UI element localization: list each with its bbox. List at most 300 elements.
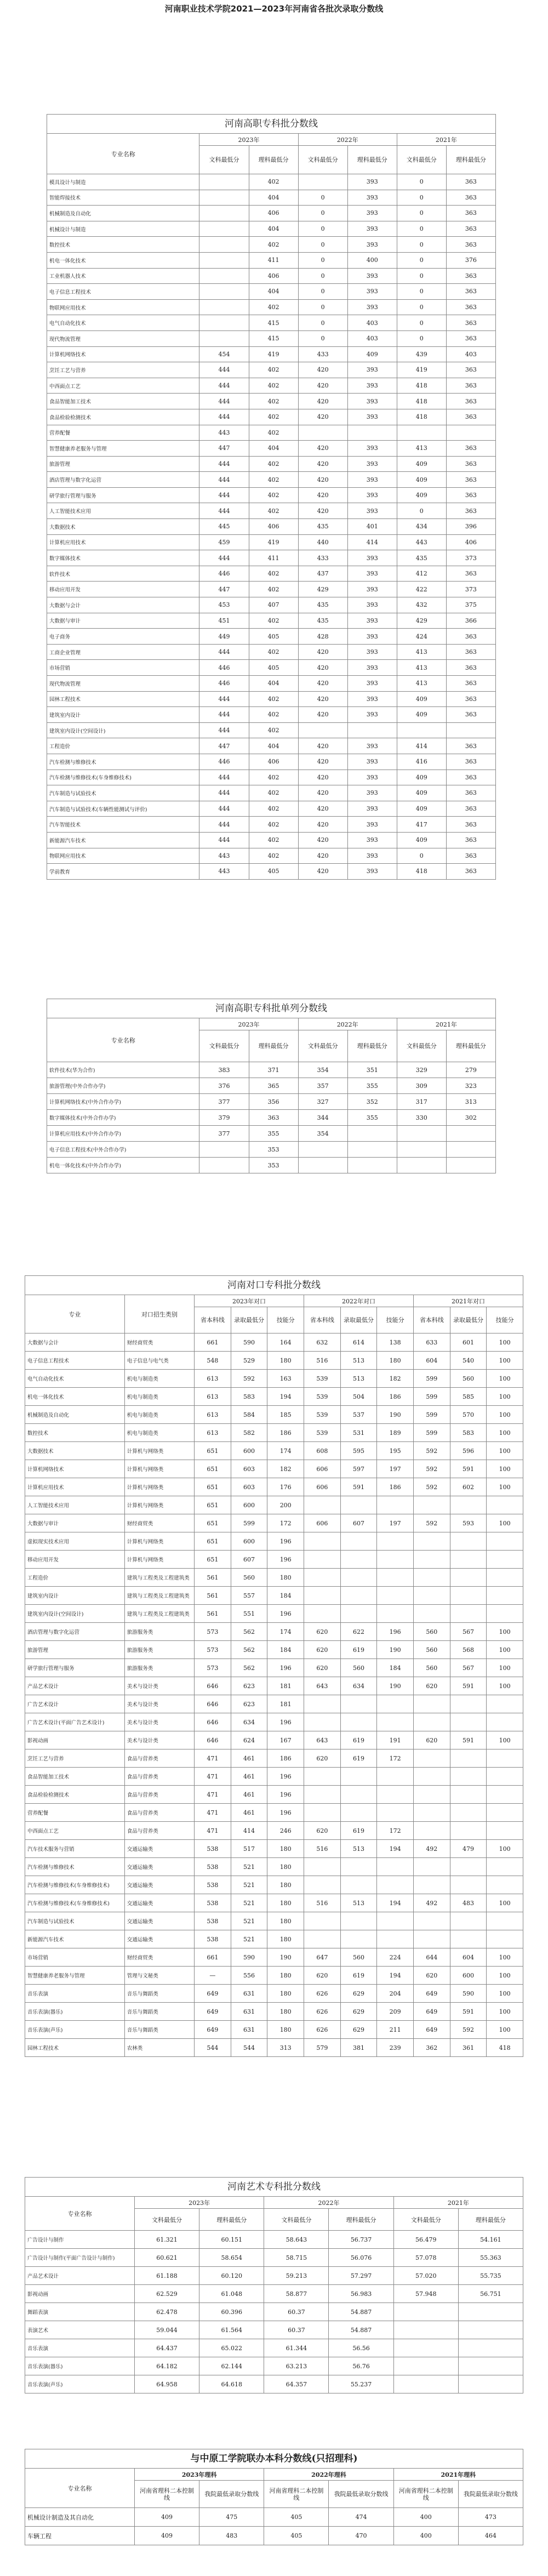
score-cell (413, 1569, 450, 1587)
score-cell: 100 (487, 1388, 523, 1406)
score-cell (487, 1695, 523, 1713)
score-cell (450, 1786, 487, 1804)
score-cell: 411 (249, 550, 298, 566)
category-cell: 旅游服务类 (124, 1623, 194, 1641)
score-cell: 393 (347, 629, 397, 645)
score-cell: 651 (195, 1478, 231, 1496)
score-cell (298, 174, 347, 190)
score-cell (199, 299, 249, 315)
score-cell (393, 2303, 458, 2321)
score-cell: 521 (231, 1894, 267, 1912)
score-cell: 623 (231, 1695, 267, 1713)
score-cell: 420 (298, 409, 347, 425)
major-name-cell: 大数据技术 (47, 519, 199, 535)
score-cell (446, 1158, 495, 1173)
score-cell: 604 (413, 1352, 450, 1370)
score-cell: 393 (347, 864, 397, 880)
score-cell: 402 (249, 613, 298, 629)
score-cell: 538 (195, 1840, 231, 1858)
score-cell: 444 (199, 394, 249, 409)
score-cell: 583 (450, 1424, 487, 1442)
score-cell: 418 (397, 394, 446, 409)
score-cell (377, 1858, 414, 1876)
score-cell: 65.022 (199, 2339, 264, 2357)
score-cell: 560 (340, 1948, 377, 1967)
score-cell: 60.37 (264, 2303, 329, 2321)
score-cell: 649 (195, 2021, 231, 2039)
score-cell: 363 (446, 221, 495, 237)
table-row (47, 613, 496, 629)
score-cell: 593 (450, 1514, 487, 1532)
score-cell: 194 (267, 1388, 304, 1406)
score-cell: 100 (487, 1967, 523, 1985)
major-name-cell: 电子信息工程技术(中外合作办学) (47, 1142, 199, 1158)
score-cell: 517 (231, 1840, 267, 1858)
score-cell: 64.357 (264, 2375, 329, 2393)
score-cell: 100 (487, 1406, 523, 1424)
score-cell: 404 (249, 221, 298, 237)
score-cell: 196 (267, 1713, 304, 1731)
score-cell: 224 (377, 1948, 414, 1967)
score-cell: 363 (446, 378, 495, 394)
table-row (47, 1142, 496, 1158)
header-sub: 文科最低分 (134, 2209, 199, 2231)
score-cell: 100 (487, 1424, 523, 1442)
header-sub: 文科最低分 (298, 1030, 347, 1062)
score-cell: 353 (249, 1142, 298, 1158)
major-name-cell: 食品检验检测技术 (47, 409, 199, 425)
table-row (25, 1478, 523, 1496)
score-cell: 560 (450, 1370, 487, 1388)
table-row (25, 2039, 523, 2057)
score-cell: 579 (304, 2039, 341, 2057)
score-cell: 402 (249, 848, 298, 864)
score-cell: 544 (195, 2039, 231, 2057)
score-cell: 620 (304, 1659, 341, 1677)
score-cell: 363 (446, 174, 495, 190)
table-row (25, 1804, 523, 1822)
score-cell: 619 (340, 1967, 377, 1985)
major-name-cell: 数字媒体技术 (47, 550, 199, 566)
score-cell: 0 (298, 221, 347, 237)
score-cell: 620 (413, 1731, 450, 1749)
score-cell (347, 1158, 397, 1173)
score-cell (393, 2321, 458, 2339)
score-cell (487, 1858, 523, 1876)
score-cell: 196 (267, 1532, 304, 1551)
score-cell: 351 (347, 1062, 397, 1078)
score-cell: 100 (487, 1659, 523, 1677)
score-cell: 190 (267, 1948, 304, 1967)
score-cell: 591 (340, 1478, 377, 1496)
table-section-3 (25, 1275, 523, 2057)
header-sub: 河南省理科二本控制线 (393, 2481, 458, 2508)
score-cell: 513 (340, 1352, 377, 1370)
score-cell: 623 (231, 1677, 267, 1695)
score-cell: 56.737 (329, 2231, 393, 2249)
major-name-cell: 建筑室内设计(空间设计) (47, 722, 199, 738)
category-cell: 交通运输类 (124, 1930, 194, 1948)
major-name-cell: 园林工程技术 (25, 2039, 125, 2057)
score-cell: 620 (304, 1641, 341, 1659)
score-cell: 100 (487, 1623, 523, 1641)
score-cell: 176 (267, 1478, 304, 1496)
score-cell: 363 (446, 456, 495, 472)
score-cell: 424 (397, 629, 446, 645)
major-name-cell: 广告艺术设计(平面广告艺术设计) (25, 1713, 125, 1731)
score-cell: 402 (249, 566, 298, 582)
score-table (47, 133, 496, 880)
header-sub: 文科最低分 (393, 2209, 458, 2231)
score-cell: 402 (249, 707, 298, 723)
score-cell: 0 (397, 268, 446, 284)
score-cell: 403 (446, 346, 495, 362)
table-row (25, 1623, 523, 1641)
score-cell: 504 (340, 1388, 377, 1406)
table-row (25, 1912, 523, 1930)
score-cell: 428 (298, 629, 347, 645)
table-row (25, 2321, 523, 2339)
score-cell: 417 (397, 817, 446, 833)
table-row (25, 1749, 523, 1768)
score-cell: 100 (487, 1641, 523, 1659)
score-cell: 393 (347, 268, 397, 284)
category-cell: 食品与营养类 (124, 1786, 194, 1804)
score-cell: 393 (347, 597, 397, 613)
score-cell (413, 1713, 450, 1731)
score-cell: 180 (267, 1840, 304, 1858)
score-cell: 420 (298, 864, 347, 880)
major-name-cell: 机电一体化技术(中外合作办学) (47, 1158, 199, 1173)
score-cell: 402 (249, 644, 298, 660)
score-cell (450, 1587, 487, 1605)
score-cell: 363 (446, 330, 495, 346)
score-cell: 540 (450, 1352, 487, 1370)
table-title: 河南艺术专科批分数线 (25, 2177, 523, 2196)
table-row (47, 566, 496, 582)
score-cell: 560 (340, 1659, 377, 1677)
score-cell (487, 1822, 523, 1840)
score-cell: 329 (397, 1062, 446, 1078)
score-cell (487, 1876, 523, 1894)
header-year: 2022年 (298, 1018, 397, 1030)
category-cell: 机电与制造类 (124, 1388, 194, 1406)
category-cell: 财经商贸类 (124, 1333, 194, 1352)
header-sub: 我院最低录取分数线 (329, 2481, 393, 2508)
score-cell: 363 (446, 691, 495, 707)
table-row (47, 174, 496, 190)
header-year: 2021年对口 (413, 1295, 523, 1307)
score-cell: 444 (199, 378, 249, 394)
score-cell: 661 (195, 1333, 231, 1352)
score-cell: 409 (397, 487, 446, 503)
table-row (25, 2508, 523, 2527)
major-name-cell: 数控技术 (25, 1424, 125, 1442)
table-row (47, 1062, 496, 1078)
score-cell: 138 (377, 1333, 414, 1352)
score-cell: 63.213 (264, 2357, 329, 2375)
score-cell: 561 (195, 1587, 231, 1605)
table-row (25, 1894, 523, 1912)
score-cell: 607 (231, 1551, 267, 1569)
score-cell: 61.188 (134, 2267, 199, 2285)
score-cell: 323 (446, 1078, 495, 1094)
score-cell: 0 (298, 299, 347, 315)
major-name-cell: 研学旅行管理与服务 (25, 1659, 125, 1677)
score-cell: 60.151 (199, 2231, 264, 2249)
table-row (25, 1514, 523, 1532)
score-cell: 191 (377, 1731, 414, 1749)
table-row (25, 1858, 523, 1876)
score-cell: 100 (487, 1352, 523, 1370)
score-cell: 402 (249, 503, 298, 519)
score-cell: 567 (450, 1623, 487, 1641)
score-cell: 435 (298, 597, 347, 613)
score-cell (340, 1695, 377, 1713)
score-cell: 409 (397, 785, 446, 801)
score-cell: 363 (446, 817, 495, 833)
score-cell: 445 (199, 519, 249, 535)
score-cell: 590 (450, 1985, 487, 2003)
score-cell: 180 (267, 1985, 304, 2003)
score-cell: 0 (397, 330, 446, 346)
score-cell: 404 (249, 676, 298, 692)
table-row (25, 1569, 523, 1587)
table-title: 河南对口专科批分数线 (25, 1275, 523, 1295)
category-cell: 财经商贸类 (124, 1948, 194, 1967)
score-cell: 55.237 (329, 2375, 393, 2393)
score-cell: 600 (231, 1496, 267, 1514)
table-row (47, 864, 496, 880)
header-year: 2022年对口 (304, 1295, 414, 1307)
score-cell: 444 (199, 722, 249, 738)
score-cell: 585 (450, 1388, 487, 1406)
table-row (25, 1985, 523, 2003)
score-cell (458, 2357, 523, 2375)
category-cell: 机电与制造类 (124, 1424, 194, 1442)
score-cell: 180 (267, 1352, 304, 1370)
score-cell: 620 (304, 1967, 341, 1985)
score-cell: 592 (231, 1370, 267, 1388)
score-cell: 0 (397, 190, 446, 206)
major-name-cell: 汽车技术服务与营销 (25, 1840, 125, 1858)
score-cell: 100 (487, 1731, 523, 1749)
major-name-cell: 机电一体化技术 (25, 1388, 125, 1406)
major-name-cell: 食品智能加工技术 (47, 394, 199, 409)
score-cell: 607 (340, 1514, 377, 1532)
score-cell: 629 (340, 2021, 377, 2039)
score-cell: 613 (195, 1370, 231, 1388)
header-sub: 理科最低分 (249, 1030, 298, 1062)
score-cell (377, 1912, 414, 1930)
score-cell: 363 (446, 707, 495, 723)
score-cell: 570 (450, 1406, 487, 1424)
category-cell: 交通运输类 (124, 1858, 194, 1876)
score-cell (487, 1912, 523, 1930)
score-cell (458, 2321, 523, 2339)
score-cell: 404 (249, 738, 298, 754)
score-cell: 200 (267, 1496, 304, 1514)
score-cell: 420 (298, 487, 347, 503)
score-cell: 420 (298, 394, 347, 409)
score-cell: 471 (195, 1749, 231, 1768)
score-cell: 330 (397, 1110, 446, 1126)
score-cell: 529 (231, 1352, 267, 1370)
table-title: 河南高职专科批单列分数线 (47, 999, 496, 1018)
score-cell: 186 (377, 1388, 414, 1406)
table-row (47, 425, 496, 441)
score-cell: 409 (134, 2508, 199, 2527)
score-cell: 393 (347, 284, 397, 300)
major-name-cell: 影视动画 (25, 1731, 125, 1749)
table-row (25, 1532, 523, 1551)
score-cell (487, 1930, 523, 1948)
score-cell: 393 (347, 676, 397, 692)
table-row (25, 2285, 523, 2303)
category-cell: 管理与文秘类 (124, 1967, 194, 1985)
score-cell: 420 (298, 362, 347, 378)
score-cell: 647 (304, 1948, 341, 1967)
table-row (25, 2375, 523, 2393)
score-cell: 0 (397, 284, 446, 300)
score-cell: 61.321 (134, 2231, 199, 2249)
score-cell: 363 (446, 237, 495, 253)
score-cell: 56.983 (329, 2285, 393, 2303)
score-cell: 185 (267, 1406, 304, 1424)
major-name-cell: 人工智能技术应用 (25, 1496, 125, 1514)
score-cell (450, 1822, 487, 1840)
header-year: 2023年对口 (195, 1295, 304, 1307)
score-cell: 402 (249, 817, 298, 833)
major-name-cell: 大数据与审计 (25, 1514, 125, 1532)
score-cell: 590 (231, 1333, 267, 1352)
score-cell: 632 (304, 1333, 341, 1352)
score-cell: 393 (347, 472, 397, 488)
major-name-cell: 工程造价 (47, 738, 199, 754)
score-cell: 411 (249, 252, 298, 268)
score-cell (304, 1569, 341, 1587)
score-cell: 400 (393, 2527, 458, 2545)
score-cell: 180 (267, 1894, 304, 1912)
header-major: 专业名称 (25, 2469, 135, 2508)
major-name-cell: 广告艺术设计 (25, 1695, 125, 1713)
score-cell: 56.751 (458, 2285, 523, 2303)
table-row (47, 832, 496, 848)
score-cell (304, 1605, 341, 1623)
table-row (47, 237, 496, 253)
score-cell: 363 (446, 785, 495, 801)
score-cell: 174 (267, 1442, 304, 1460)
score-cell: 393 (347, 817, 397, 833)
score-cell: 620 (304, 1749, 341, 1768)
score-cell: 471 (195, 1768, 231, 1786)
score-cell (340, 1713, 377, 1731)
score-cell: 0 (298, 252, 347, 268)
score-cell (413, 1930, 450, 1948)
major-name-cell: 工商企业管理 (47, 644, 199, 660)
score-cell (450, 1749, 487, 1768)
major-name-cell: 广告设计与制作 (25, 2231, 135, 2249)
score-cell (304, 1532, 341, 1551)
score-cell: 631 (231, 1985, 267, 2003)
score-cell: 100 (487, 1948, 523, 1967)
score-cell (450, 1930, 487, 1948)
score-cell (446, 722, 495, 738)
score-cell: 181 (267, 1695, 304, 1713)
score-cell: 58.643 (264, 2231, 329, 2249)
header-sub: 理科最低分 (329, 2209, 393, 2231)
score-cell: 538 (195, 1858, 231, 1876)
score-cell: 393 (347, 550, 397, 566)
score-cell: 393 (347, 660, 397, 676)
header-sub: 文科最低分 (264, 2209, 329, 2231)
score-cell: 100 (487, 2003, 523, 2021)
major-name-cell: 市场营销 (25, 1948, 125, 1967)
score-cell (304, 1930, 341, 1948)
header-sub: 文科最低分 (298, 146, 347, 174)
score-cell: 646 (195, 1677, 231, 1695)
table-row (47, 722, 496, 738)
table-row (47, 206, 496, 221)
score-cell: 0 (298, 206, 347, 221)
score-cell (413, 1587, 450, 1605)
score-cell (397, 425, 446, 441)
category-cell: 交通运输类 (124, 1894, 194, 1912)
major-name-cell: 计算机应用技术 (25, 1478, 125, 1496)
score-cell: 393 (347, 503, 397, 519)
score-cell: 454 (199, 346, 249, 362)
header-sub: 文科最低分 (199, 1030, 249, 1062)
score-cell: 363 (446, 487, 495, 503)
major-name-cell: 广告设计与制作(平面广告设计与制作) (25, 2249, 135, 2267)
score-cell: 544 (231, 2039, 267, 2057)
score-cell: 181 (267, 1677, 304, 1695)
score-cell (458, 2303, 523, 2321)
score-cell: 583 (231, 1388, 267, 1406)
score-cell: 363 (446, 472, 495, 488)
score-cell: 513 (340, 1370, 377, 1388)
score-cell: 194 (377, 1840, 414, 1858)
score-cell: 402 (249, 174, 298, 190)
score-cell: 483 (199, 2527, 264, 2545)
score-cell: 402 (249, 691, 298, 707)
score-cell: 100 (487, 1894, 523, 1912)
score-cell (413, 1804, 450, 1822)
table-row (25, 1333, 523, 1352)
score-cell: 180 (377, 1352, 414, 1370)
score-cell (347, 1126, 397, 1142)
score-cell: 59.044 (134, 2321, 199, 2339)
score-cell: 182 (377, 1370, 414, 1388)
score-cell: 167 (267, 1731, 304, 1749)
score-cell: 538 (195, 1930, 231, 1948)
major-name-cell: 产品艺术设计 (25, 2267, 135, 2285)
score-cell: 393 (347, 362, 397, 378)
score-cell: 443 (199, 848, 249, 864)
score-cell: 327 (298, 1094, 347, 1110)
score-cell: 599 (413, 1370, 450, 1388)
score-cell: 444 (199, 832, 249, 848)
table-row (47, 456, 496, 472)
score-cell: 521 (231, 1912, 267, 1930)
score-cell (413, 1695, 450, 1713)
score-cell: 626 (304, 2021, 341, 2039)
table-row (47, 346, 496, 362)
score-cell: 393 (347, 206, 397, 221)
score-cell: 55.363 (458, 2249, 523, 2267)
score-cell: 634 (340, 1677, 377, 1695)
score-cell: 393 (347, 487, 397, 503)
